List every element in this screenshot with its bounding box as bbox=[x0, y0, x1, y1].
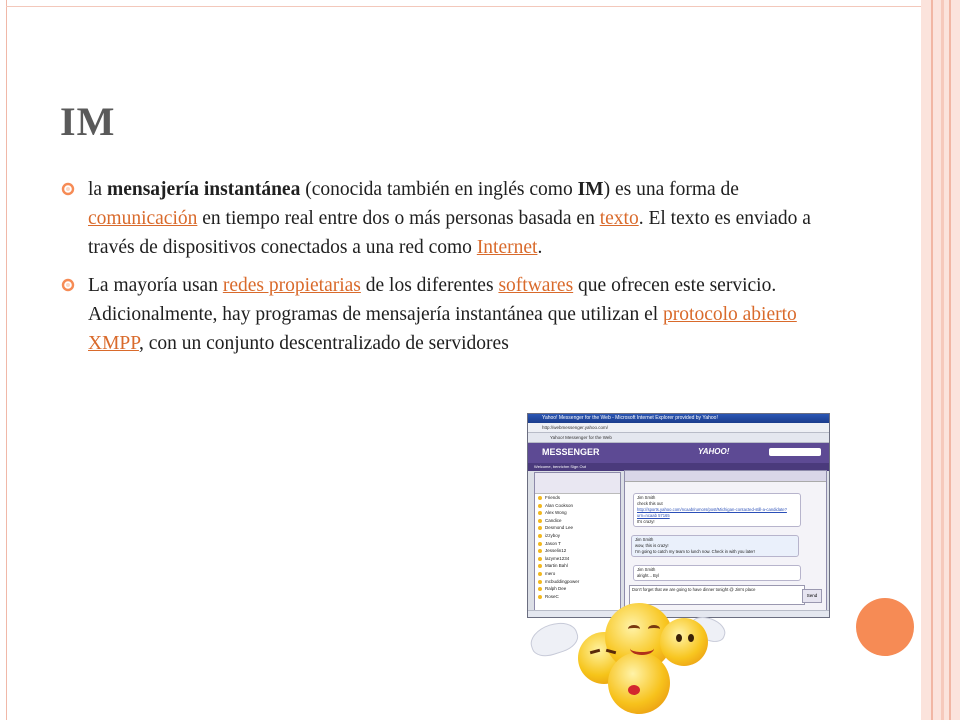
screenshot-address-bar: http://webmessenger.yahoo.com/ bbox=[528, 423, 829, 433]
screenshot-status-bar bbox=[528, 610, 829, 617]
decorative-orange-circle bbox=[856, 598, 914, 656]
screenshot-chat-header bbox=[625, 471, 826, 482]
bullet-item bbox=[60, 175, 830, 262]
bullet-text-run: de los diferentes bbox=[360, 275, 499, 296]
screenshot-buddy-row: Jason T bbox=[535, 540, 620, 548]
bullet-text-run: . El texto es enviado a través de dispositivos conectados a una red como bbox=[88, 208, 811, 258]
bullet-link[interactable]: Internet bbox=[476, 237, 538, 258]
bullet-ring-icon bbox=[60, 181, 76, 197]
screenshot-buddy-row: lazyme1234 bbox=[535, 555, 620, 563]
screenshot-tab: Yahoo! Messenger for the Web bbox=[528, 433, 829, 443]
screenshot-buddy-row: mcbuddingpower bbox=[535, 578, 620, 586]
bullet-link[interactable]: XMPP bbox=[88, 333, 139, 354]
bullet-item bbox=[60, 271, 830, 358]
smiley-kiss-icon bbox=[608, 652, 670, 714]
screenshot-buddy-row: Martin Bahl bbox=[535, 562, 620, 570]
screenshot-yahoo-brand: YAHOO! bbox=[698, 447, 730, 456]
screenshot-buddy-row: Friends bbox=[535, 494, 620, 502]
screenshot-buddy-rows bbox=[535, 494, 620, 600]
screenshot-buddy-row: mero bbox=[535, 570, 620, 578]
screenshot-subbar: Welcome, benrichm Sign Out bbox=[528, 463, 829, 471]
screenshot-buddy-list bbox=[534, 472, 621, 612]
screenshot-buddy-row: Ralph Dee bbox=[535, 585, 620, 593]
bullet-text-run: la bbox=[88, 179, 107, 200]
screenshot-message-input: Don't forget that we are going to have dinner tonight @ Jim's place bbox=[629, 585, 805, 605]
bullet-text-run: ) es una forma de bbox=[603, 179, 739, 200]
bullet-link[interactable]: softwares bbox=[498, 275, 574, 296]
bullet-bold-text: IM bbox=[577, 179, 604, 200]
screenshot-buddy-row: Alan Cookson bbox=[535, 502, 620, 510]
screenshot-message: Jim Smith wow, this is crazy! I'm going to catch my team to lunch now. Check in with you later! bbox=[631, 535, 799, 557]
bullet-list bbox=[60, 175, 830, 367]
screenshot-buddy-row: Desmond Lee bbox=[535, 524, 620, 532]
screenshot-send-button: Send bbox=[802, 589, 822, 603]
screenshot-buddy-row: Candice bbox=[535, 517, 620, 525]
screenshot-messenger-logo: MESSENGER bbox=[542, 447, 600, 457]
screenshot-message: Jim Smith check this out http://sports.yahoo.com/ncaab/rumors/post/Michigan-contacted-still-a-candidate?urn=ncaab 57165 It's crazy! bbox=[633, 493, 801, 527]
bullet-text-run: que ofrecen este servicio. Adicionalmente, hay programas de mensajería instantánea que utilizan el bbox=[88, 275, 777, 325]
screenshot-buddy-row: Alex Wong bbox=[535, 509, 620, 517]
bullet-link[interactable]: protocolo abierto bbox=[663, 304, 797, 325]
screenshot-buddy-row: izzyboy bbox=[535, 532, 620, 540]
screenshot-search-box bbox=[769, 448, 821, 456]
bullet-link[interactable]: texto bbox=[599, 208, 639, 229]
bullet-text-run: , con un conjunto descentralizado de servidores bbox=[138, 333, 509, 354]
screenshot-titlebar: Yahoo! Messenger for the Web - Microsoft Internet Explorer provided by Yahoo! bbox=[528, 414, 829, 423]
smiley-side-icon bbox=[660, 618, 708, 666]
screenshot-chat-pane bbox=[624, 470, 827, 612]
slide-frame-top bbox=[6, 6, 922, 7]
bullet-bold-text: mensajería instantánea bbox=[106, 179, 301, 200]
bullet-text-run: (conocida también en inglés como bbox=[300, 179, 578, 200]
bullet-link[interactable]: comunicación bbox=[88, 208, 198, 229]
screenshot-messenger-header bbox=[528, 443, 829, 463]
bullet-text bbox=[88, 179, 811, 258]
bullet-text-run: La mayoría usan bbox=[88, 275, 223, 296]
screenshot-message: Jim Smith alright... Byl bbox=[633, 565, 801, 581]
bullet-text-run: . bbox=[537, 237, 543, 258]
bullet-link[interactable]: redes propietarias bbox=[222, 275, 361, 296]
screenshot-buddy-row: Jesselin12 bbox=[535, 547, 620, 555]
screenshot-buddy-header bbox=[535, 473, 620, 494]
screenshot-buddy-row: RoseC bbox=[535, 593, 620, 601]
right-decorative-band bbox=[921, 0, 960, 720]
bullet-text-run: en tiempo real entre dos o más personas basada en bbox=[197, 208, 600, 229]
slide-title: IM bbox=[60, 99, 116, 144]
messenger-screenshot-image bbox=[527, 413, 830, 618]
bullet-ring-icon bbox=[60, 277, 76, 293]
bullet-text bbox=[88, 275, 797, 354]
